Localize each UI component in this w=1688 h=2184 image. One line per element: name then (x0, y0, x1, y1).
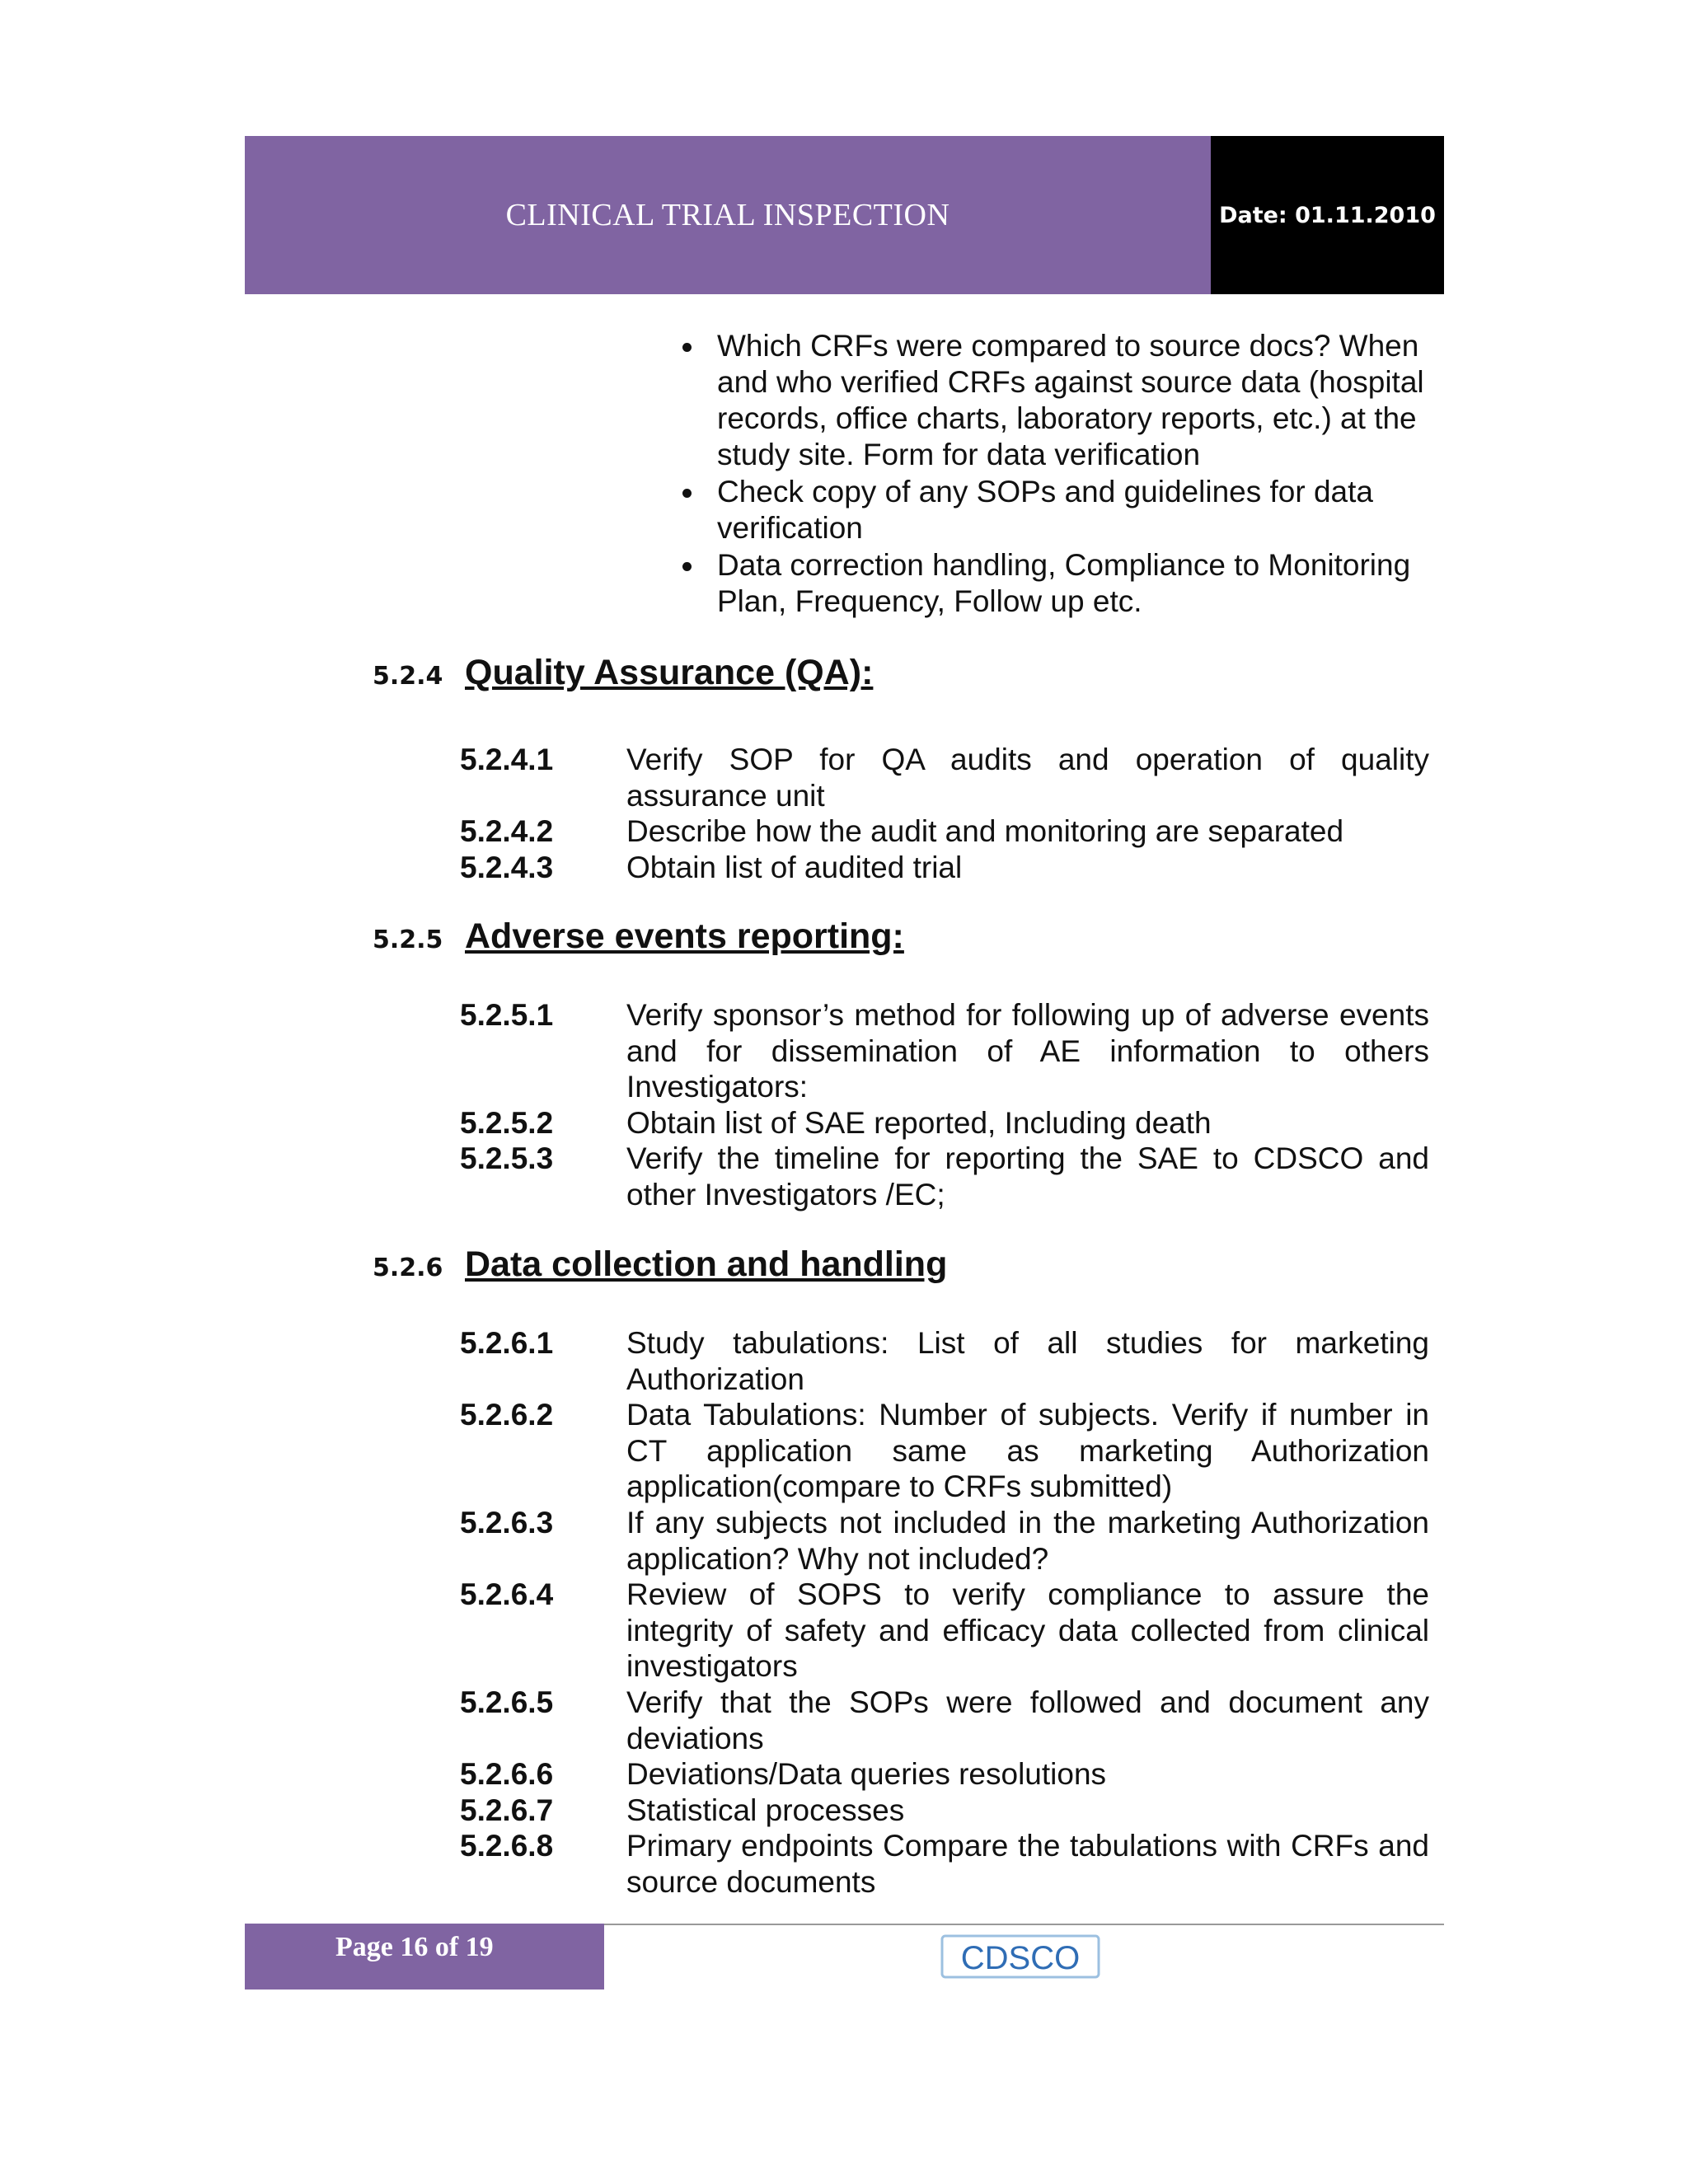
list-item: 5.2.6.5 Verify that the SOPs were followed and document any deviations (460, 1685, 1429, 1755)
list-item: 5.2.4.2 Describe how the audit and monitoring are separated (460, 814, 1344, 849)
list-item: 5.2.6.4 Review of SOPS to verify compliance to assure the integrity of safety and efficacy data collected from clinical investigators (460, 1577, 1429, 1684)
list-item: 5.2.6.3 If any subjects not included in the marketing Authorization application? Why not included? (460, 1505, 1429, 1576)
section-title: Quality Assurance (QA): (465, 653, 874, 692)
list-item: 5.2.6.2 Data Tabulations: Number of subjects. Verify if number in CT application same as marketing Authorization application(compare to CRFs submitted) (460, 1398, 1429, 1504)
list-item: 5.2.5.1 Verify sponsor’s method for following up of adverse events and for dissemination of AE information to others Investigators: (460, 998, 1429, 1104)
cdsco-logo-icon (940, 1933, 1100, 1980)
list-item: 5.2.6.8 Primary endpoints Compare the tabulations with CRFs and source documents (460, 1829, 1429, 1899)
section-title: Adverse events reporting: (465, 916, 904, 956)
list-item: 5.2.5.2 Obtain list of SAE reported, Including death (460, 1105, 1212, 1140)
section-number: 5.2.6 (373, 1254, 443, 1282)
list-item: 5.2.6.6 Deviations/Data queries resolutions (460, 1757, 1107, 1792)
document-date: Date: 01.11.2010 (1211, 136, 1444, 294)
section-heading-5-2-4 (373, 653, 873, 693)
svg-text:CDSCO: CDSCO (960, 1940, 1081, 1976)
bullet-dot-icon (682, 489, 692, 498)
list-item: 5.2.4.3 Obtain list of audited trial (460, 850, 963, 884)
section-heading-5-2-5 (373, 916, 904, 957)
bullet-item: Data correction handling, Compliance to Monitoring Plan, Frequency, Follow up etc. (676, 547, 1434, 620)
section-number: 5.2.4 (373, 662, 443, 691)
page-header (245, 136, 1444, 294)
list-item: 5.2.5.3 Verify the timeline for reporting the SAE to CDSCO and other Investigators /EC; (460, 1141, 1429, 1212)
section-items-5-2-4 (460, 742, 1429, 885)
section-heading-5-2-6 (373, 1244, 947, 1285)
bullet-item: Which CRFs were compared to source docs? When and who verified CRFs against source data (hospital records, office charts, laboratory reports, etc.) at the study site. Form for data verification (676, 328, 1434, 473)
section-items-5-2-5 (460, 997, 1429, 1213)
section-title: Data collection and handling (465, 1244, 948, 1284)
document-title: CLINICAL TRIAL INSPECTION (245, 136, 1211, 294)
section-items-5-2-6 (460, 1325, 1429, 1900)
section-number: 5.2.5 (373, 926, 443, 954)
footer-divider (603, 1924, 1444, 1925)
bullet-dot-icon (682, 562, 692, 571)
bullet-list (676, 328, 1434, 621)
bullet-item: Check copy of any SOPs and guidelines for data verification (676, 474, 1434, 546)
page-number: Page 16 of 19 (245, 1924, 604, 1990)
list-item: 5.2.6.1 Study tabulations: List of all studies for marketing Authorization (460, 1326, 1429, 1396)
bullet-dot-icon (682, 343, 692, 352)
list-item: 5.2.6.7 Statistical processes (460, 1793, 905, 1827)
list-item: 5.2.4.1 Verify SOP for QA audits and operation of quality assurance unit (460, 743, 1429, 813)
